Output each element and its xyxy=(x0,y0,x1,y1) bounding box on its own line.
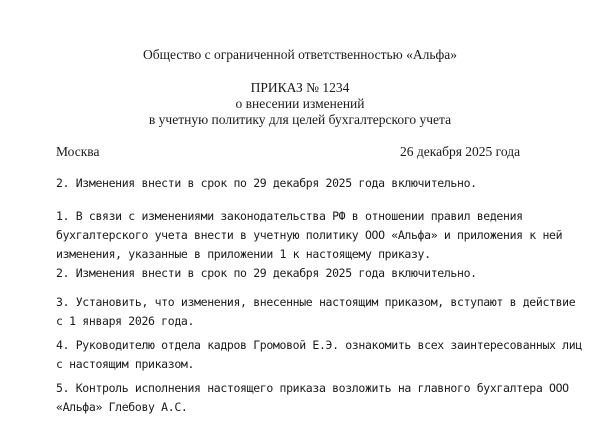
paragraph-5 xyxy=(56,379,576,417)
paragraph-1 xyxy=(56,207,576,264)
paragraph-line: бухгалтерского учета внести в учетную политику ООО «Альфа» и приложения к ней xyxy=(56,228,563,242)
city: Москва xyxy=(56,144,100,159)
paragraph-line: с настоящим приказом. xyxy=(56,357,195,371)
paragraph-line: 1. В связи с изменениями законодательства РФ в отношении правил ведения xyxy=(56,209,523,223)
order-subject-line-1: о внесении изменений xyxy=(235,96,365,111)
paragraph-2 xyxy=(56,264,576,283)
order-subject-line-2: в учетную политику для целей бухгалтерского учета xyxy=(148,112,452,127)
paragraph-line: 4. Руководителю отдела кадров Громовой Е.Э. ознакомить всех заинтересованных лиц xyxy=(56,338,582,352)
paragraph-line: с 1 января 2026 года. xyxy=(56,314,195,328)
company-name: Общество с ограниченной ответственностью «Альфа» xyxy=(143,47,457,62)
paragraph-deadline-repeat xyxy=(56,174,576,193)
paragraph-4 xyxy=(56,336,582,374)
paragraph-line: изменения, указанные в приложении 1 к настоящему приказу. xyxy=(56,247,431,261)
paragraph-line: «Альфа» Глебову А.С. xyxy=(56,400,188,414)
paragraph-line: 2. Изменения внести в срок по 29 декабря 2025 года включительно. xyxy=(56,266,477,280)
order-date: 26 декабря 2025 года xyxy=(400,144,521,159)
paragraph-line: 2. Изменения внести в срок по 29 декабря 2025 года включительно. xyxy=(56,176,477,190)
order-title: ПРИКАЗ № 1234 xyxy=(250,80,350,95)
paragraph-line: 5. Контроль исполнения настоящего приказа возложить на главного бухгалтера ООО xyxy=(56,381,569,395)
paragraph-3 xyxy=(56,293,576,331)
paragraph-line: 3. Установить, что изменения, внесенные настоящим приказом, вступают в действие xyxy=(56,295,576,309)
